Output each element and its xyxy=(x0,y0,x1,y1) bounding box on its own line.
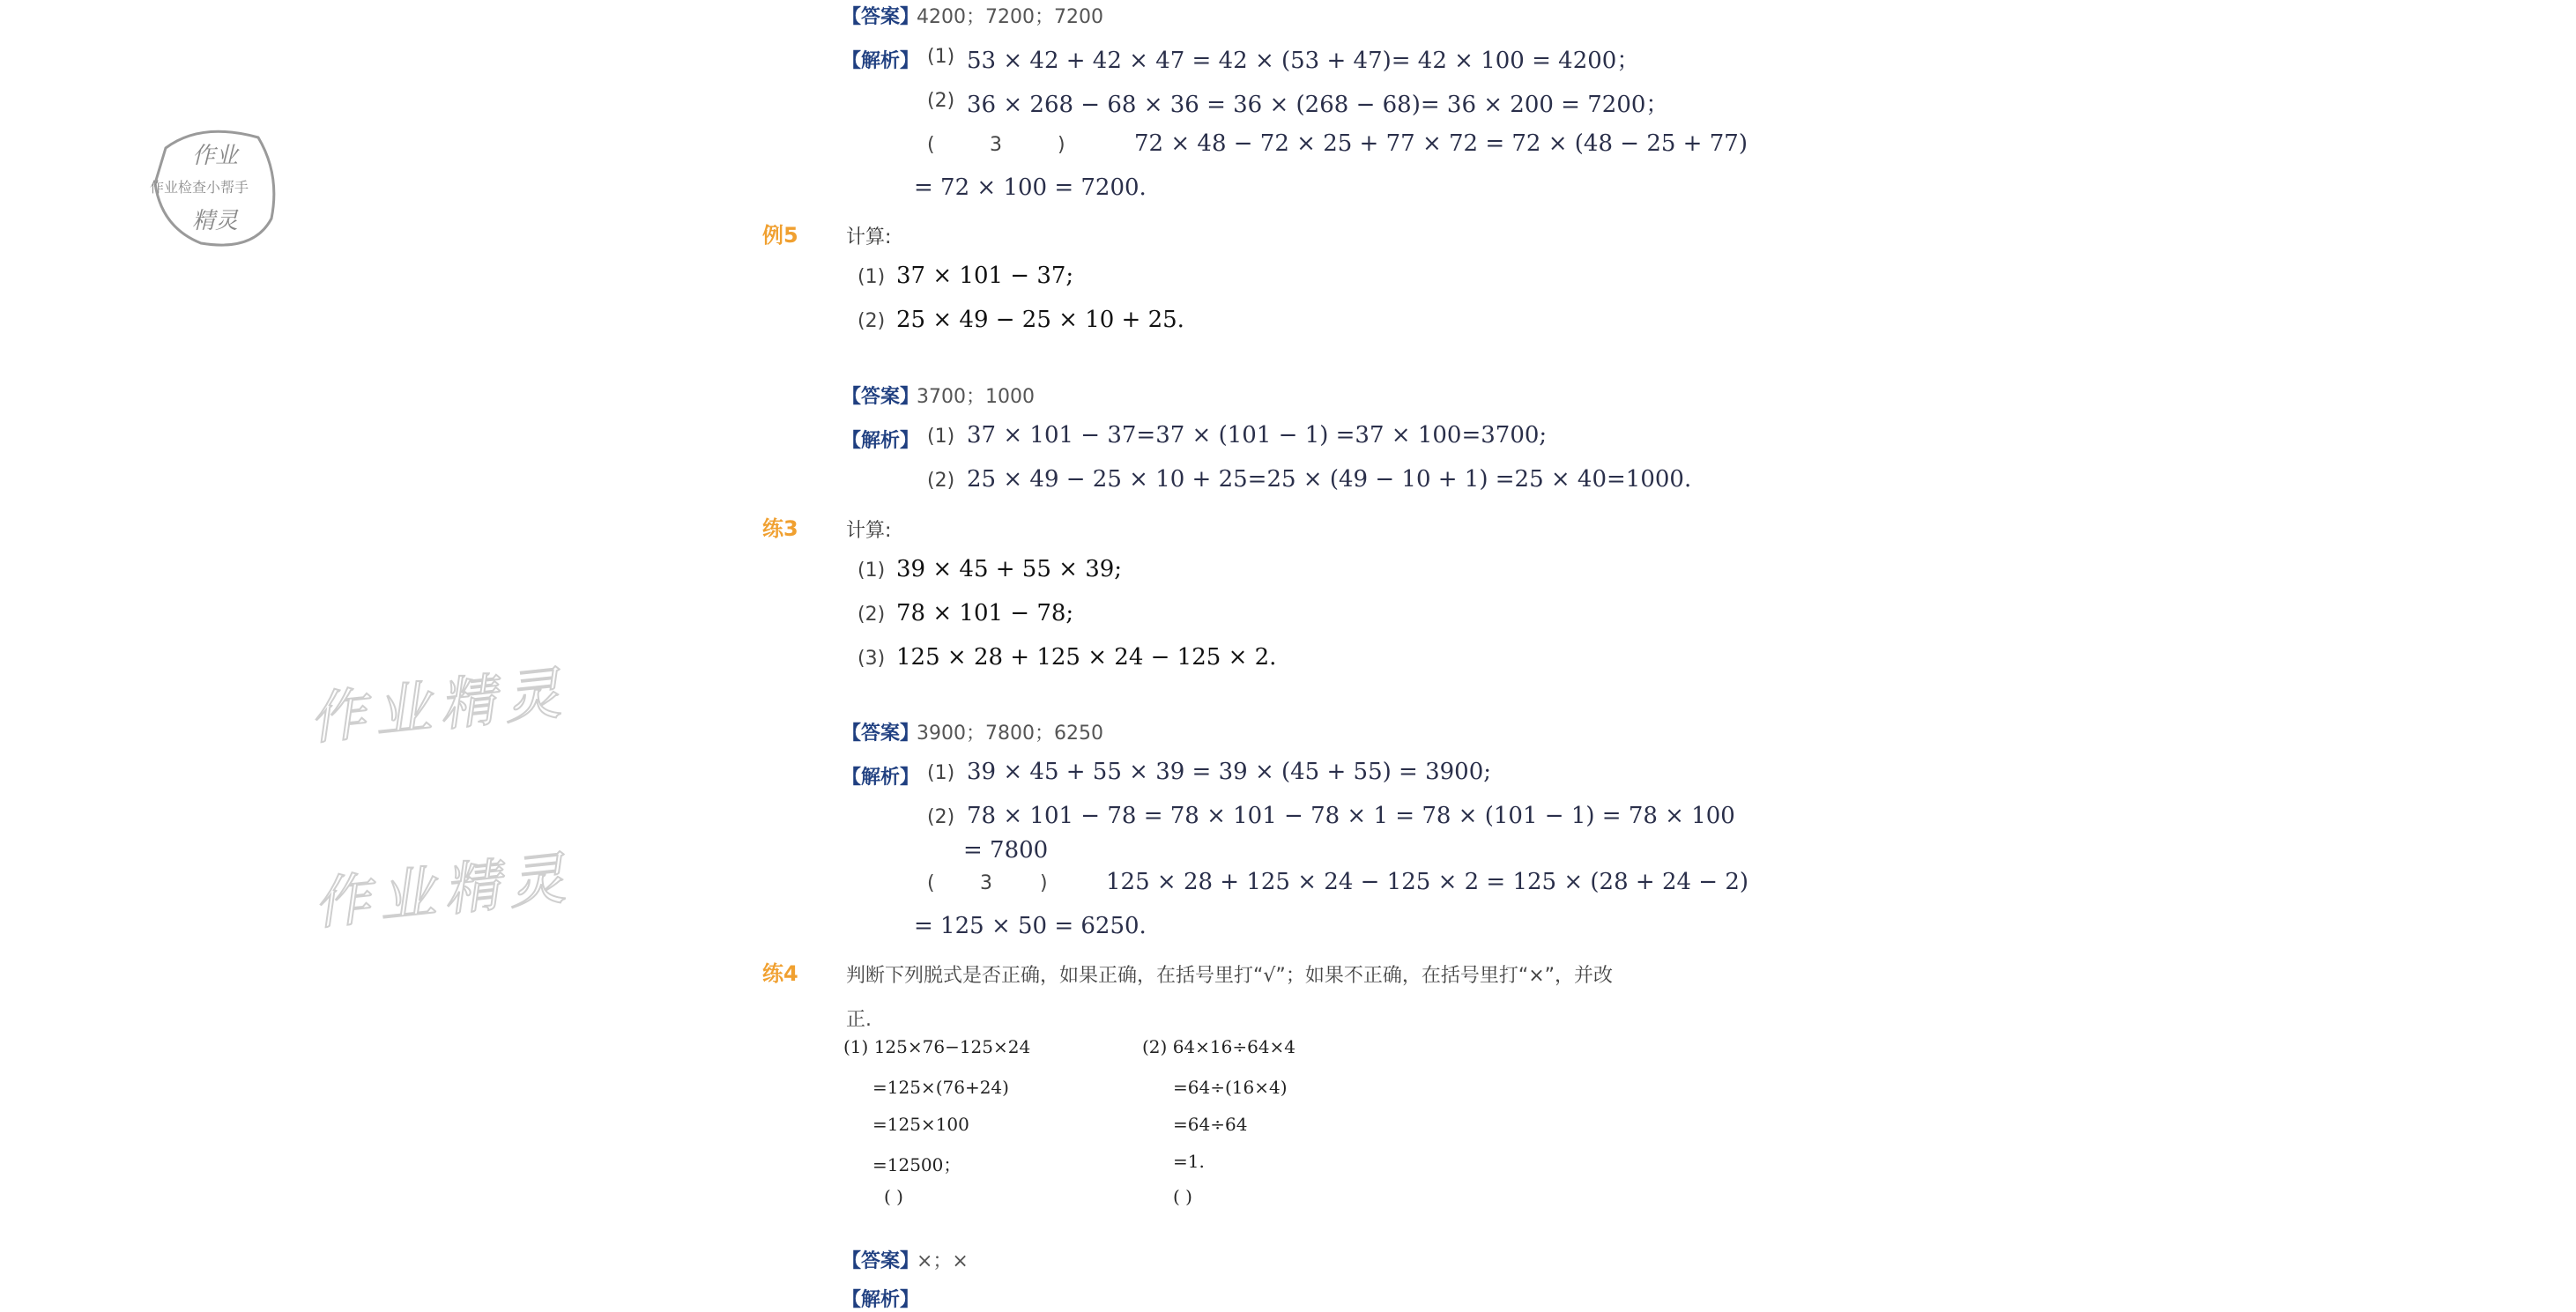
work-left-line: =125×100 xyxy=(872,1114,969,1135)
step-open-paren: ( xyxy=(927,134,935,156)
answer-text: 4200；7200；7200 xyxy=(917,6,1103,28)
watermark-text-1: 作业精灵 xyxy=(306,660,573,753)
question-number: (2) xyxy=(857,604,886,626)
practice-label: 练4 xyxy=(762,961,798,986)
seal-middle-text: 作业检查小帮手 xyxy=(150,179,249,196)
step-number: 3 xyxy=(990,134,1002,156)
question-number: (1) xyxy=(857,560,886,582)
answer-tag: 【答案】 xyxy=(842,1250,920,1272)
analysis-line: 37 × 101 − 37=37 × (101 − 1) =37 × 100=3700; xyxy=(967,422,1548,448)
seal-top-text: 作业 xyxy=(192,143,239,169)
question-line: 39 × 45 + 55 × 39; xyxy=(896,556,1123,582)
answer-text: 3700；1000 xyxy=(917,386,1035,408)
step-close-paren: ) xyxy=(1040,872,1048,894)
work-right-line: (2) 64×16÷64×4 xyxy=(1142,1036,1296,1057)
analysis-line: 78 × 101 − 78 = 78 × 101 − 78 × 1 = 78 × (101 − 1) = 78 × 100 xyxy=(967,803,1735,829)
question-prompt: 计算: xyxy=(846,226,892,248)
analysis-line: = 125 × 50 = 6250. xyxy=(914,913,1147,939)
analysis-tag: 【解析】 xyxy=(842,1289,920,1311)
question-prompt: 计算: xyxy=(846,520,892,542)
watermark-text-2: 作业精灵 xyxy=(310,845,577,938)
work-left-line: =12500； xyxy=(872,1154,961,1175)
work-right-line: =64÷(16×4) xyxy=(1173,1077,1288,1098)
analysis-tag: 【解析】 xyxy=(842,767,920,789)
step-number: (1) xyxy=(927,762,955,784)
work-right-line: =64÷64 xyxy=(1173,1114,1248,1135)
example-label: 例5 xyxy=(762,223,798,248)
seal-watermark xyxy=(148,122,280,254)
step-number: (2) xyxy=(927,90,955,112)
work-left-line: (1) 125×76−125×24 xyxy=(843,1036,1031,1057)
question-number: (3) xyxy=(857,648,886,670)
analysis-line: = 72 × 100 = 7200. xyxy=(914,174,1147,201)
answer-tag: 【答案】 xyxy=(842,386,920,408)
analysis-line: 53 × 42 + 42 × 47 = 42 × (53 + 47)= 42 × 100 = 4200； xyxy=(967,48,1640,74)
step-number: (1) xyxy=(927,426,955,448)
question-line: 37 × 101 − 37; xyxy=(896,263,1074,289)
work-left-line: =125×(76+24) xyxy=(872,1077,1009,1098)
analysis-line: = 7800 xyxy=(963,837,1049,864)
step-number: (2) xyxy=(927,470,955,492)
step-close-paren: ) xyxy=(1058,134,1065,156)
answer-tag: 【答案】 xyxy=(842,723,920,745)
question-prompt-cont: 正. xyxy=(846,1009,872,1031)
analysis-tag: 【解析】 xyxy=(842,50,920,72)
practice-label: 练3 xyxy=(762,516,798,541)
step-open-paren: ( xyxy=(927,872,935,894)
answer-text: 3900；7800；6250 xyxy=(917,723,1103,745)
analysis-line: 25 × 49 − 25 × 10 + 25=25 × (49 − 10 + 1) =25 × 40=1000. xyxy=(967,466,1692,493)
seal-bottom-text: 精灵 xyxy=(192,208,239,234)
question-number: (2) xyxy=(857,310,886,332)
answer-tag: 【答案】 xyxy=(842,6,920,28)
question-line: 125 × 28 + 125 × 24 − 125 × 2. xyxy=(896,644,1277,671)
step-number: (2) xyxy=(927,806,955,828)
judge-bracket-right: ( ) xyxy=(1173,1186,1192,1207)
analysis-tag: 【解析】 xyxy=(842,430,920,452)
analysis-line: 72 × 48 − 72 × 25 + 77 × 72 = 72 × (48 − 25 + 77) xyxy=(1134,130,1748,157)
judge-bracket-left: ( ) xyxy=(884,1186,903,1207)
question-line: 25 × 49 − 25 × 10 + 25. xyxy=(896,307,1184,333)
question-number: (1) xyxy=(857,266,886,288)
step-number: 3 xyxy=(980,872,992,894)
question-line: 78 × 101 − 78; xyxy=(896,600,1074,626)
analysis-line: 125 × 28 + 125 × 24 − 125 × 2 = 125 × (28 + 24 − 2) xyxy=(1106,869,1749,895)
step-number: (1) xyxy=(927,46,955,68)
question-prompt: 判断下列脱式是否正确，如果正确，在括号里打“√”；如果不正确，在括号里打“×”，并改 xyxy=(846,965,1614,987)
analysis-line: 39 × 45 + 55 × 39 = 39 × (45 + 55) = 3900; xyxy=(967,759,1492,785)
answer-text: ×；× xyxy=(917,1250,969,1272)
analysis-line: 36 × 268 − 68 × 36 = 36 × (268 − 68)= 36 × 200 = 7200； xyxy=(967,92,1669,118)
work-right-line: =1. xyxy=(1173,1151,1205,1172)
